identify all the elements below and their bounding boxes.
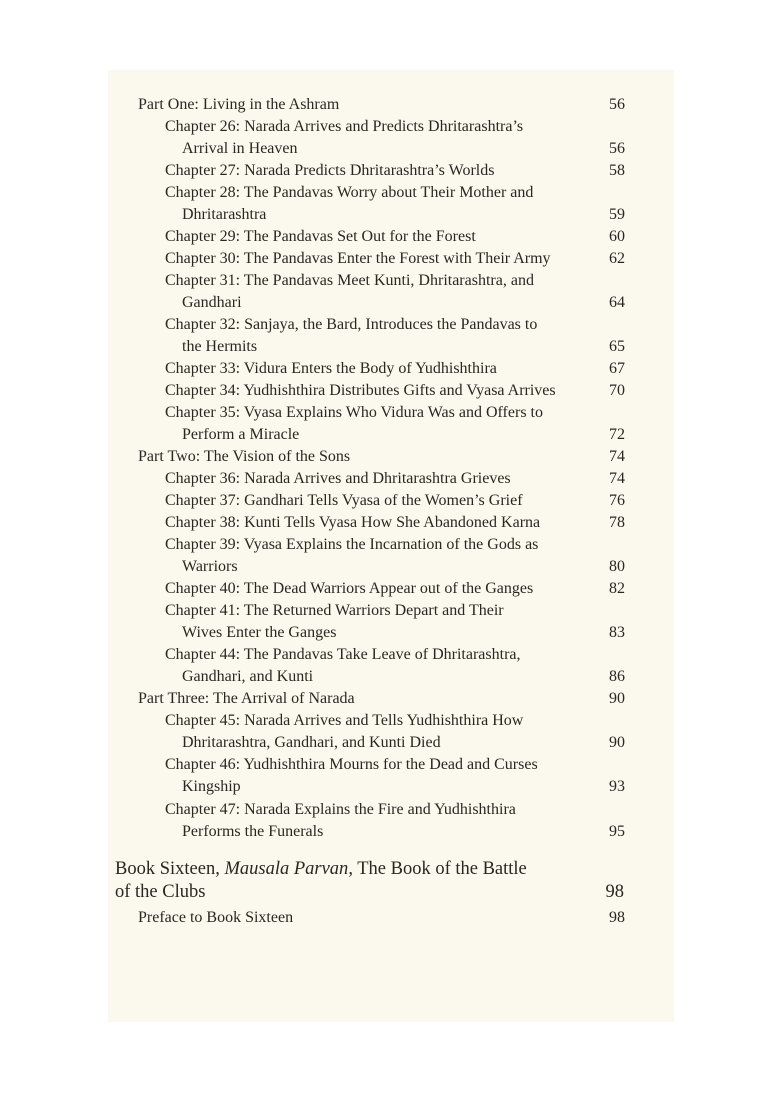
entry-title: the Hermits — [182, 338, 258, 356]
page-number: 65 — [609, 338, 625, 356]
book-title-prefix: Book Sixteen, — [115, 859, 225, 879]
page-number: 62 — [609, 250, 625, 268]
toc-entry-chapter — [0, 116, 780, 160]
entry-title: Chapter 37: Gandhari Tells Vyasa of the Women’s Grief — [165, 492, 523, 510]
toc-entry-chapter — [0, 799, 780, 843]
entry-title: Chapter 27: Narada Predicts Dhritarashtra’s Worlds — [165, 162, 495, 180]
toc-entry-chapter — [0, 512, 780, 534]
toc-entry-chapter — [0, 160, 780, 182]
entry-title: Arrival in Heaven — [182, 140, 298, 158]
toc-entry-chapter — [0, 314, 780, 358]
entry-title: Chapter 41: The Returned Warriors Depart and Their — [165, 602, 504, 620]
page-number: 93 — [609, 778, 625, 796]
page-number: 90 — [609, 734, 625, 752]
table-of-contents — [0, 94, 780, 843]
entry-title: Part Three: The Arrival of Narada — [138, 690, 355, 708]
toc-entry-part — [0, 94, 780, 116]
page-number: 72 — [609, 426, 625, 444]
entry-title: Chapter 33: Vidura Enters the Body of Yudhishthira — [165, 360, 497, 378]
page-number: 82 — [609, 580, 625, 598]
entry-title: Dhritarashtra, Gandhari, and Kunti Died — [182, 734, 441, 752]
toc-entry-chapter — [0, 600, 780, 644]
page-number: 86 — [609, 668, 625, 686]
page-number: 56 — [609, 140, 625, 158]
page-number: 98 — [605, 882, 624, 902]
entry-title: Chapter 44: The Pandavas Take Leave of Dhritarashtra, — [165, 646, 521, 664]
page-number: 98 — [609, 909, 625, 926]
entry-title: Chapter 47: Narada Explains the Fire and Yudhishthira — [165, 800, 516, 818]
page-number: 59 — [609, 206, 625, 224]
entry-title: Chapter 38: Kunti Tells Vyasa How She Abandoned Karna — [165, 514, 541, 532]
toc-entry-chapter — [0, 534, 780, 578]
page-number: 80 — [609, 558, 625, 576]
toc-entry-chapter — [0, 270, 780, 314]
entry-title: Chapter 26: Narada Arrives and Predicts Dhritarashtra’s — [165, 118, 524, 136]
toc-entry-chapter — [0, 468, 780, 490]
entry-title: Warriors — [182, 558, 238, 576]
book-title-line-2: of the Clubs — [115, 882, 206, 902]
entry-title: Chapter 30: The Pandavas Enter the Forest with Their Army — [165, 250, 551, 268]
toc-entry-chapter — [0, 578, 780, 600]
entry-title: Performs the Funerals — [182, 822, 324, 840]
entry-title: Chapter 31: The Pandavas Meet Kunti, Dhritarashtra, and — [165, 272, 534, 290]
toc-entry-chapter — [0, 248, 780, 270]
toc-entry-chapter — [0, 710, 780, 754]
page-number: 56 — [609, 96, 625, 113]
entry-title: Kingship — [182, 778, 241, 796]
page-number: 70 — [609, 382, 625, 400]
page-number: 95 — [609, 822, 625, 840]
entry-title: Chapter 29: The Pandavas Set Out for the Forest — [165, 228, 476, 246]
toc-entry-chapter — [0, 358, 780, 380]
toc-entry-part — [0, 688, 780, 710]
entry-title: Chapter 36: Narada Arrives and Dhritarashtra Grieves — [165, 470, 511, 488]
entry-title: Preface to Book Sixteen — [138, 909, 294, 926]
page-number: 64 — [609, 294, 625, 312]
page-number: 90 — [609, 690, 625, 708]
toc-entry-chapter — [0, 402, 780, 446]
entry-title: Chapter 46: Yudhishthira Mourns for the Dead and Curses — [165, 756, 538, 774]
book-title-suffix: , The Book of the Battle — [348, 859, 527, 879]
entry-title: Chapter 32: Sanjaya, the Bard, Introduces the Pandavas to — [165, 316, 538, 334]
entry-title: Part Two: The Vision of the Sons — [138, 448, 351, 466]
toc-entry-chapter — [0, 226, 780, 248]
toc-entry-chapter — [0, 754, 780, 798]
book-title-italic: Mausala Parvan — [224, 859, 349, 879]
page-number: 78 — [609, 514, 625, 532]
toc-entry-preface — [0, 907, 780, 929]
entry-title: Gandhari — [182, 294, 242, 312]
page-number: 67 — [609, 360, 625, 378]
entry-title: Chapter 34: Yudhishthira Distributes Gifts and Vyasa Arrives — [165, 382, 556, 400]
entry-title: Chapter 40: The Dead Warriors Appear out of the Ganges — [165, 580, 534, 598]
page-number: 58 — [609, 162, 625, 180]
page-number: 60 — [609, 228, 625, 246]
toc-entry-chapter — [0, 644, 780, 688]
page-number: 76 — [609, 492, 625, 510]
entry-title: Gandhari, and Kunti — [182, 668, 314, 686]
page-number: 74 — [609, 448, 625, 466]
entry-title: Chapter 45: Narada Arrives and Tells Yudhishthira How — [165, 712, 524, 730]
entry-title: Chapter 28: The Pandavas Worry about Their Mother and — [165, 184, 534, 202]
toc-entry-part — [0, 446, 780, 468]
entry-title: Wives Enter the Ganges — [182, 624, 337, 642]
book-title-line-1 — [115, 858, 527, 881]
page-number: 74 — [609, 470, 625, 488]
entry-title: Dhritarashtra — [182, 206, 267, 224]
toc-entry-chapter — [0, 380, 780, 402]
book-heading — [0, 858, 780, 904]
entry-title: Chapter 35: Vyasa Explains Who Vidura Was and Offers to — [165, 404, 543, 422]
page-number: 83 — [609, 624, 625, 642]
entry-title: Chapter 39: Vyasa Explains the Incarnation of the Gods as — [165, 536, 539, 554]
toc-entry-chapter — [0, 490, 780, 512]
entry-title: Part One: Living in the Ashram — [138, 96, 340, 113]
toc-entry-chapter — [0, 182, 780, 226]
entry-title: Perform a Miracle — [182, 426, 300, 444]
